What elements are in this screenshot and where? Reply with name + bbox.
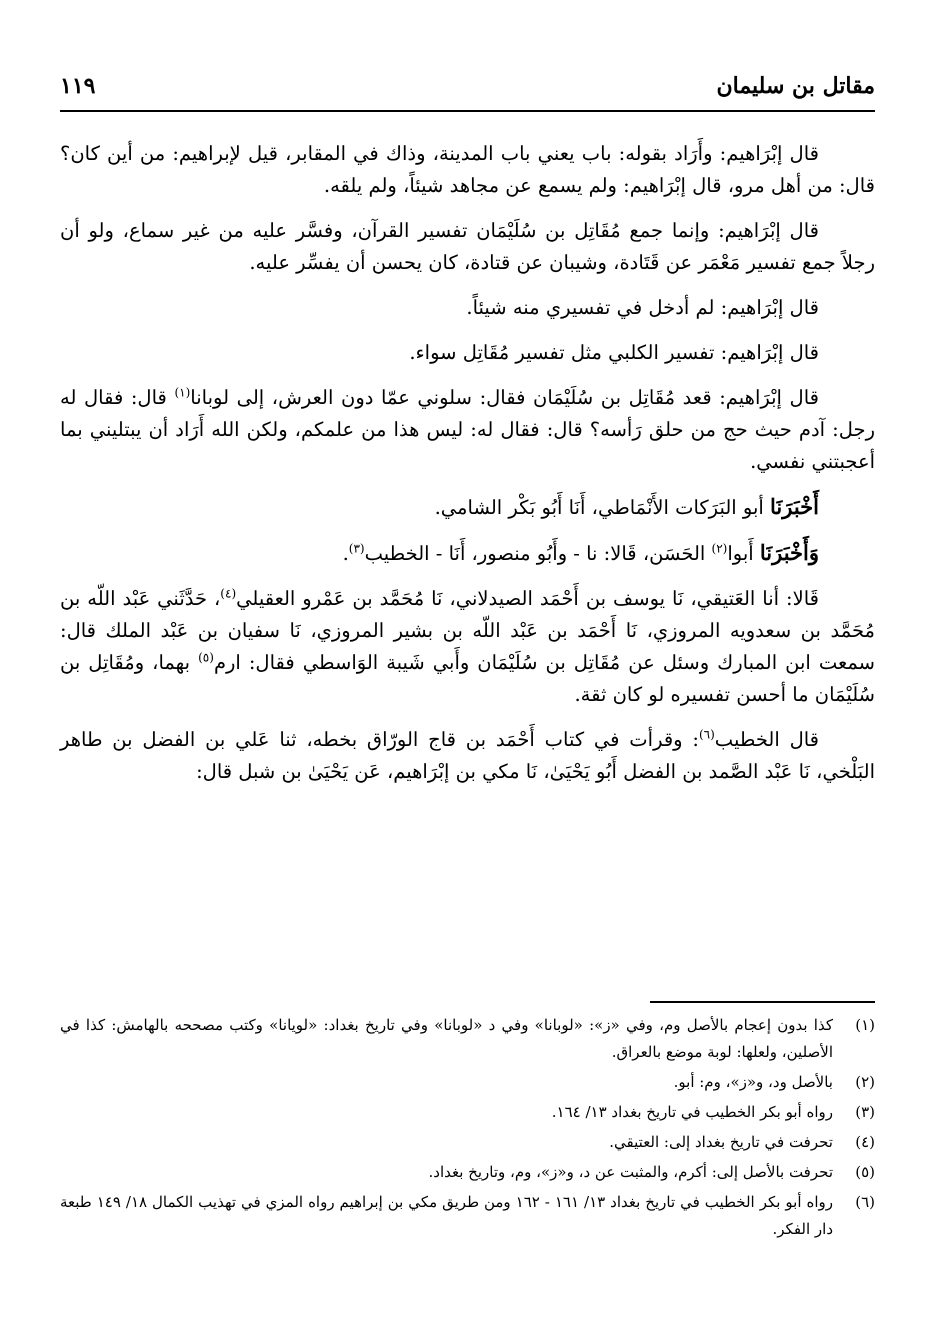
footnote-number: (٤) <box>855 1133 875 1151</box>
isnad-line-1 <box>60 491 875 524</box>
paragraph-9-text-a: قال الخطيب <box>714 728 820 751</box>
footnote-3 <box>60 1099 875 1126</box>
footnote-number: (٣) <box>855 1103 875 1121</box>
page-header <box>60 62 875 112</box>
footnote-ref-1: (١) <box>174 385 191 400</box>
paragraph-3: قال إبْرَاهيم: لم أدخل في تفسيري منه شيئاً. <box>466 296 819 319</box>
footnote-1 <box>60 1012 875 1066</box>
paragraph-8 <box>60 583 875 711</box>
page-number: ١١٩ <box>60 73 96 99</box>
paragraph-5 <box>60 382 875 478</box>
footnote-ref-3: (٣) <box>348 541 365 556</box>
footnote-number: (١) <box>855 1016 875 1034</box>
paragraph-5-text-a: قال إبْرَاهيم: قعد مُقَاتِل بن سُلَيْمَان فقال: سلوني عمّا دون العرش، إلى لوبانا <box>190 386 819 409</box>
isnad-line-1-text: أبو البَرَكات الأَنْمَاطي، أَنَا أَبُو بَكْر الشامي. <box>434 496 771 519</box>
footnote-ref-5: (٥) <box>198 650 214 665</box>
isnad-line-2-text-b: الحَسَن، قَالا: نا - وأَبُو منصور، أَنَا - الخطيب <box>364 542 712 565</box>
footnote-ref-6: (٦) <box>698 727 715 742</box>
footnote-text: رواه أبو بكر الخطيب في تاريخ بغداد ١٣/ ١٦٤. <box>551 1103 833 1121</box>
footnote-number: (٢) <box>855 1073 875 1091</box>
paragraph-9-text-b: : وقرأت في كتاب أَحْمَد بن قاج الورّاق بخطه، ثنا عَلي بن الفضل بن طاهر البَلْخي، نَا عَبْد الصَّمد بن الفضل أَبُو يَحْيَىٰ، نَا مكي بن إبْرَاهيم، عَن يَحْيَىٰ بن شبل قال: <box>60 728 875 783</box>
footnote-5 <box>60 1159 875 1186</box>
footnote-number: (٥) <box>855 1163 875 1181</box>
isnad-line-2 <box>60 537 875 570</box>
footnote-6 <box>60 1189 875 1243</box>
paragraph-1: قال إبْرَاهيم: وأَرَاد بقوله: باب يعني باب المدينة، وذاك في المقابر، قيل لإبراهيم: من أين كان؟ قال: من أهل مرو، قال إبْرَاهيم: ولم يسمع عن مجاهد شيئاً، ولم يلقه. <box>60 142 875 197</box>
footnote-4 <box>60 1129 875 1156</box>
footnote-text: كذا بدون إعجام بالأصل وم، وفي «ز»: «لوبانا» وفي د «لوبانا» وفي تاريخ بغداد: «لويانا» وكتب مصححه بالهامش: كذا في الأصلين، ولعلها: لوبة موضع بالعراق. <box>60 1016 833 1061</box>
main-text <box>60 138 875 801</box>
footnote-number: (٦) <box>855 1193 875 1211</box>
paragraph-2: قال إبْرَاهيم: وإنما جمع مُقَاتِل بن سُلَيْمَان تفسير القرآن، وفسَّر عليه من غير سماع، ولو أن رجلاً جمع تفسير مَعْمَر عن قَتَادة، وشيبان عن قتادة، كان يحسن أن يفسِّر عليه. <box>60 219 875 274</box>
footnote-ref-4: (٤) <box>220 586 237 601</box>
footnote-text: تحرفت في تاريخ بغداد إلى: العتيقي. <box>609 1133 833 1151</box>
paragraph-8-text-a: قَالا: أنا العَتيقي، نَا يوسف بن أَحْمَد الصيدلاني، نَا مُحَمَّد بن عَمْرو العقيلي <box>236 587 819 610</box>
paragraph-8-text-b: ، حَدَّثَني عَبْد اللّه بن مُحَمَّد بن سعدويه المروزي، نَا أَحْمَد بن عَبْد اللّه بن بشير المروزي، نَا سفيان بن عَبْد الملك قال: سمعت ابن المبارك وسئل عن مُقَاتِل بن سُلَيْمَان وأَبي شَيبة الوَاسطي فقال: ارم <box>60 587 876 674</box>
footnote-text: رواه أبو بكر الخطيب في تاريخ بغداد ١٣/ ١٦١ - ١٦٢ ومن طريق مكي بن إبراهيم رواه المزي في تهذيب الكمال ١٨/ ١٤٩ طبعة دار الفكر. <box>60 1193 833 1238</box>
footnote-text: بالأصل ود، و«ز»، وم: أبو. <box>673 1073 833 1091</box>
isnad-line-2-text-c: . <box>342 542 349 565</box>
footnotes <box>60 1012 875 1246</box>
isnad-keyword-2: وَأَخْبَرَنَا <box>759 540 819 565</box>
footnote-ref-2: (٢) <box>711 541 728 556</box>
isnad-line-2-text-a: أَبوا <box>727 542 760 565</box>
footnote-separator <box>650 1001 875 1003</box>
running-title: مقاتل بن سليمان <box>716 73 875 99</box>
paragraph-8-text-c: بهما، ومُقَاتِل بن سُلَيْمَان ما أحسن تفسيره لو كان ثقة. <box>60 651 875 706</box>
footnote-text: تحرفت بالأصل إلى: أكرم، والمثبت عن د، و«ز»، وم، وتاريخ بغداد. <box>428 1163 833 1181</box>
paragraph-4: قال إبْرَاهيم: تفسير الكلبي مثل تفسير مُقَاتِل سواء. <box>409 341 819 364</box>
footnote-2 <box>60 1069 875 1096</box>
paragraph-5-text-b: قال: فقال له رجل: آدم حيث حج من حلق رَأسه؟ قال: فقال له: ليس هذا من علمكم، ولكن الله أَرَاد أن يبتليني بما أعجبتني نفسي. <box>60 386 875 473</box>
isnad-keyword-1: أَخْبَرَنَا <box>770 494 819 519</box>
paragraph-9 <box>60 724 875 788</box>
